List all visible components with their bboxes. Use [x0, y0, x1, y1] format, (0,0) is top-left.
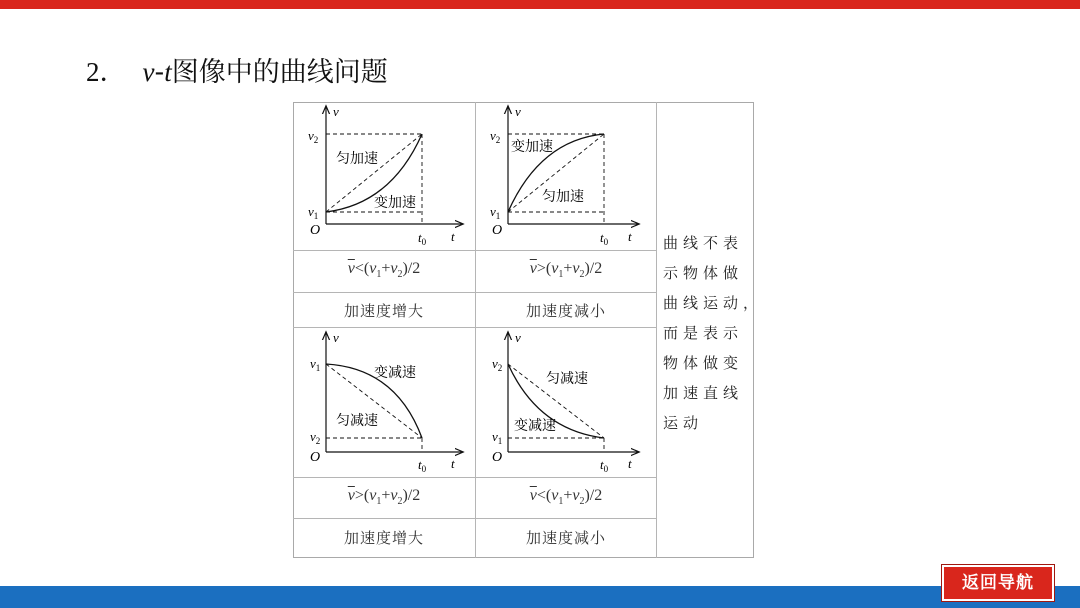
- curve-label-b: 匀加速: [542, 190, 584, 205]
- table-divider: [293, 518, 656, 519]
- x-axis-label: t: [451, 229, 455, 244]
- curve-label-b: 匀减速: [336, 414, 378, 429]
- svg-text:v2: $v_2$: [492, 356, 503, 373]
- curve-label-b: 变减速: [514, 419, 556, 434]
- table-divider: [475, 102, 476, 558]
- x-axis-label: t: [628, 229, 632, 244]
- origin-label: O: [310, 223, 321, 238]
- table-divider: [293, 250, 656, 251]
- svg-text:t0: $t_0$: [600, 457, 609, 474]
- back-to-navigation-button[interactable]: 返回导航: [942, 565, 1054, 601]
- vt-graph-1: [296, 104, 472, 250]
- curve-label-a: 匀减速: [546, 372, 588, 387]
- table-divider: [656, 102, 657, 558]
- top-red-bar: [0, 0, 1080, 9]
- average-velocity-formula: $\overline{v}>(v_1+v_2)/2$: [347, 487, 421, 508]
- y-top-label: v: [310, 356, 316, 371]
- table-divider: [293, 327, 656, 328]
- acceleration-description: 加速度增大: [343, 529, 424, 547]
- curve-label-a: 匀加速: [336, 152, 378, 167]
- curve-label-a: 变减速: [374, 366, 416, 381]
- y-axis-label: v: [515, 104, 521, 119]
- svg-text:v1: $v_1$: [490, 204, 501, 221]
- acceleration-description: 加速度增大: [343, 302, 424, 320]
- y-bottom-label: v: [492, 429, 498, 444]
- svg-text:v2: $v_2$: [490, 128, 501, 145]
- y-top-label: v: [490, 128, 496, 143]
- svg-text:t0: $t_0$: [600, 230, 609, 247]
- y-axis-label: v: [515, 330, 521, 345]
- curve-meaning-note: 曲线不表 示物体做 曲线运动， 而是表示 物体做变 加速直线 运动: [663, 234, 764, 432]
- y-bottom-label: v: [310, 429, 316, 444]
- svg-text:v1: $v_1$: [310, 356, 321, 373]
- curve-label-b: 变加速: [374, 196, 416, 211]
- vt-graph-3: [296, 330, 472, 476]
- table-divider: [293, 477, 656, 478]
- x-axis-label: t: [628, 456, 632, 471]
- svg-text:t0: $t_0$: [418, 230, 427, 247]
- x-tick-label: t: [418, 457, 422, 472]
- table-divider: [293, 292, 656, 293]
- x-tick-label: t: [600, 457, 604, 472]
- curve-label-a: 变加速: [511, 140, 553, 155]
- x-tick-label: t: [418, 230, 422, 245]
- acceleration-description: 加速度减小: [525, 529, 606, 547]
- y-axis-label: v: [333, 330, 339, 345]
- page-title: 2． v-t图像中的曲线问题: [86, 57, 388, 88]
- y-bottom-label: v: [490, 204, 496, 219]
- y-top-label: v: [492, 356, 498, 371]
- average-velocity-formula: $\overline{v}>(v_1+v_2)/2$: [529, 260, 603, 281]
- acceleration-description: 加速度减小: [525, 302, 606, 320]
- y-top-label: v: [308, 128, 314, 143]
- y-bottom-label: v: [308, 204, 314, 219]
- bottom-blue-bar: [0, 586, 1080, 608]
- svg-text:v1: $v_1$: [492, 429, 503, 446]
- svg-text:v2: $v_2$: [308, 128, 319, 145]
- svg-text:v2: $v_2$: [310, 429, 321, 446]
- vt-graph-2: [478, 104, 654, 250]
- y-axis-label: v: [333, 104, 339, 119]
- average-velocity-formula: $\overline{v}<(v_1+v_2)/2$: [347, 260, 421, 281]
- svg-text:v1: $v_1$: [308, 204, 319, 221]
- origin-label: O: [492, 223, 503, 238]
- average-velocity-formula: $\overline{v}<(v_1+v_2)/2$: [529, 487, 603, 508]
- origin-label: O: [310, 450, 321, 465]
- x-axis-label: t: [451, 456, 455, 471]
- origin-label: O: [492, 450, 503, 465]
- vt-graph-4: [478, 330, 654, 476]
- svg-text:t0: $t_0$: [418, 457, 427, 474]
- x-tick-label: t: [600, 230, 604, 245]
